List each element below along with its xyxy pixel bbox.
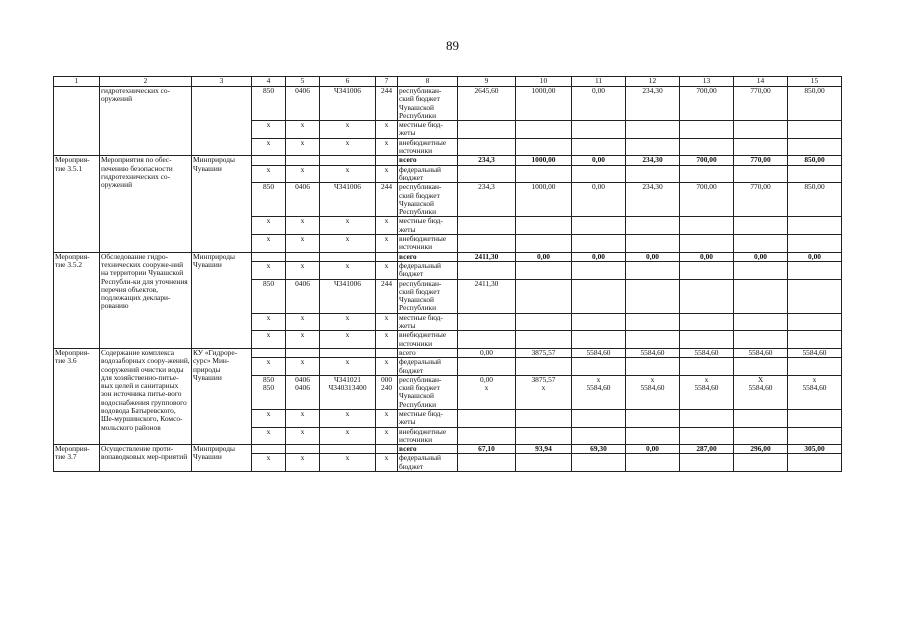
rzpr-code: x	[286, 427, 320, 445]
vr-code: x	[376, 217, 398, 235]
grbs-code: 850	[252, 279, 286, 313]
value-cell: 0,00	[626, 252, 680, 261]
csr-code: x	[320, 121, 376, 139]
csr-code: Ч341021 Ч340313400	[320, 375, 376, 409]
vr-code: x	[376, 165, 398, 183]
value-cell: 0,00	[626, 445, 680, 454]
vr-code: x	[376, 235, 398, 253]
measure-name-cell: Осуществление проти-вопаводковых мер-приятий	[100, 445, 192, 472]
value-cell: 850,00	[788, 87, 842, 121]
table-row	[54, 445, 842, 454]
source-label: республикан-ский бюджет Чувашской Республики	[398, 183, 458, 217]
vr-code: 000 240	[376, 375, 398, 409]
rzpr-code: x	[286, 235, 320, 253]
vr-code: x	[376, 409, 398, 427]
grbs-code: 850 850	[252, 375, 286, 409]
value-cell: 1000,00	[516, 183, 572, 217]
rzpr-code: x	[286, 165, 320, 183]
value-cell: 234,30	[626, 183, 680, 217]
vr-code: 244	[376, 183, 398, 217]
header-cell: 9	[458, 77, 516, 87]
source-label: всего	[398, 156, 458, 165]
value-cell: 0,00	[516, 252, 572, 261]
vr-code: x	[376, 454, 398, 472]
csr-code: x	[320, 261, 376, 279]
source-label: федеральный бюджет	[398, 454, 458, 472]
rzpr-code: x	[286, 138, 320, 156]
grbs-code: x	[252, 261, 286, 279]
header-cell: 12	[626, 77, 680, 87]
value-cell: x 5584,60	[626, 375, 680, 409]
grbs-code: x	[252, 358, 286, 376]
header-cell: 15	[788, 77, 842, 87]
rzpr-code: x	[286, 217, 320, 235]
csr-code: x	[320, 313, 376, 331]
rzpr-code: 0406 0406	[286, 375, 320, 409]
value-cell: 770,00	[734, 156, 788, 165]
executor-cell: Минприроды Чувашии	[192, 156, 252, 252]
value-cell: 3875,57	[516, 348, 572, 357]
grbs-code: x	[252, 138, 286, 156]
vr-code: 244	[376, 279, 398, 313]
header-cell: 14	[734, 77, 788, 87]
grbs-code: x	[252, 454, 286, 472]
executor-cell: Минприроды Чувашии	[192, 445, 252, 472]
header-cell: 1	[54, 77, 100, 87]
value-cell: 5584,60	[626, 348, 680, 357]
rzpr-code: x	[286, 313, 320, 331]
value-cell: 1000,00	[516, 156, 572, 165]
value-cell: 0,00	[572, 87, 626, 121]
value-cell: 0,00	[680, 252, 734, 261]
value-cell: X 5584,60	[734, 375, 788, 409]
value-cell: 5584,60	[680, 348, 734, 357]
value-cell: 0,00	[572, 252, 626, 261]
rzpr-code: x	[286, 121, 320, 139]
value-cell: 850,00	[788, 183, 842, 217]
value-cell: 67,10	[458, 445, 516, 454]
header-cell: 13	[680, 77, 734, 87]
source-label: местные бюд-жеты	[398, 409, 458, 427]
value-cell: 5584,60	[788, 348, 842, 357]
csr-code: x	[320, 235, 376, 253]
grbs-code: x	[252, 235, 286, 253]
header-cell: 5	[286, 77, 320, 87]
value-cell: 234,3	[458, 156, 516, 165]
grbs-code: x	[252, 331, 286, 349]
table-row	[54, 348, 842, 357]
source-label: внебюджетные источники	[398, 138, 458, 156]
value-cell: 1000,00	[516, 87, 572, 121]
value-cell: x 5584,60	[572, 375, 626, 409]
source-label: федеральный бюджет	[398, 261, 458, 279]
csr-code: x	[320, 331, 376, 349]
source-label: федеральный бюджет	[398, 165, 458, 183]
vr-code: x	[376, 313, 398, 331]
value-cell: 287,00	[680, 445, 734, 454]
grbs-code: 850	[252, 87, 286, 121]
header-cell: 6	[320, 77, 376, 87]
value-cell: 770,00	[734, 183, 788, 217]
measure-id-cell	[54, 87, 100, 156]
source-label: внебюджетные источники	[398, 331, 458, 349]
measure-id-cell: Мероприя-тие 3.5.2	[54, 252, 100, 348]
csr-code: Ч341006	[320, 183, 376, 217]
value-cell: 3875,57 x	[516, 375, 572, 409]
table-row	[54, 156, 842, 165]
source-label: республикан-ский бюджет Чувашской Республики	[398, 87, 458, 121]
value-cell: 234,30	[626, 156, 680, 165]
header-cell: 2	[100, 77, 192, 87]
csr-code: x	[320, 138, 376, 156]
rzpr-code: x	[286, 261, 320, 279]
header-cell: 4	[252, 77, 286, 87]
vr-code: x	[376, 331, 398, 349]
source-label: всего	[398, 445, 458, 454]
value-cell: 700,00	[680, 87, 734, 121]
source-label: федеральный бюджет	[398, 358, 458, 376]
header-cell: 8	[398, 77, 458, 87]
budget-table	[53, 76, 842, 472]
value-cell: 0,00	[458, 348, 516, 357]
header-cell: 11	[572, 77, 626, 87]
rzpr-code: x	[286, 454, 320, 472]
value-cell: 0,00	[734, 252, 788, 261]
value-cell: x 5584,60	[680, 375, 734, 409]
rzpr-code: x	[286, 409, 320, 427]
csr-code: x	[320, 427, 376, 445]
measure-name-cell: гидротехнических со-оружений	[100, 87, 192, 156]
value-cell: 2645,60	[458, 87, 516, 121]
grbs-code: x	[252, 121, 286, 139]
grbs-code: x	[252, 217, 286, 235]
csr-code: x	[320, 409, 376, 427]
source-label: внебюджетные источники	[398, 427, 458, 445]
source-label: республикан-ский бюджет Чувашской Республики	[398, 375, 458, 409]
rzpr-code: 0406	[286, 183, 320, 217]
vr-code: x	[376, 261, 398, 279]
measure-id-cell: Мероприя-тие 3.5.1	[54, 156, 100, 252]
vr-code: x	[376, 427, 398, 445]
header-cell: 10	[516, 77, 572, 87]
csr-code: x	[320, 358, 376, 376]
vr-code: x	[376, 138, 398, 156]
executor-cell	[192, 87, 252, 156]
header-cell: 3	[192, 77, 252, 87]
measure-id-cell: Мероприя-тие 3.6	[54, 348, 100, 444]
value-cell: 69,30	[572, 445, 626, 454]
grbs-code: 850	[252, 183, 286, 217]
table-row	[54, 87, 842, 121]
vr-code: 244	[376, 87, 398, 121]
value-cell: 234,30	[626, 87, 680, 121]
value-cell: x 5584,60	[788, 375, 842, 409]
value-cell: 770,00	[734, 87, 788, 121]
source-label: всего	[398, 348, 458, 357]
source-label: местные бюд-жеты	[398, 217, 458, 235]
value-cell: 234,3	[458, 183, 516, 217]
source-label: всего	[398, 252, 458, 261]
value-cell: 296,00	[734, 445, 788, 454]
measure-name-cell: Содержание комплекса водозаборных соору-жений, сооружений очистки воды для хозяйственно-питье-вых целей и санитарных зон источника питье-вого водоснабжения группового водовода Батыревского, Ше-муршинского, Комсо-мольского районов	[100, 348, 192, 444]
vr-code: x	[376, 358, 398, 376]
measure-id-cell: Мероприя-тие 3.7	[54, 445, 100, 472]
value-cell: 5584,60	[734, 348, 788, 357]
csr-code: Ч341006	[320, 279, 376, 313]
grbs-code: x	[252, 165, 286, 183]
table-row	[54, 252, 842, 261]
value-cell: 0,00	[788, 252, 842, 261]
source-label: внебюджетные источники	[398, 235, 458, 253]
header-cell: 7	[376, 77, 398, 87]
value-cell: 0,00	[572, 183, 626, 217]
value-cell: 700,00	[680, 183, 734, 217]
rzpr-code: x	[286, 358, 320, 376]
source-label: республикан-ский бюджет Чувашской Республики	[398, 279, 458, 313]
executor-cell: Минприроды Чувашии	[192, 252, 252, 348]
value-cell: 2411,30	[458, 279, 516, 313]
grbs-code: x	[252, 427, 286, 445]
grbs-code: x	[252, 313, 286, 331]
value-cell: 700,00	[680, 156, 734, 165]
measure-name-cell: Обследование гидро-технических сооруже-ний на территории Чувашской Республи-ки для уточнения перечня объектов, подлежащих деклари-рованию	[100, 252, 192, 348]
csr-code: x	[320, 165, 376, 183]
header-row	[54, 77, 842, 87]
value-cell: 93,94	[516, 445, 572, 454]
vr-code: x	[376, 121, 398, 139]
source-label: местные бюд-жеты	[398, 313, 458, 331]
value-cell: 2411,30	[458, 252, 516, 261]
csr-code: x	[320, 454, 376, 472]
rzpr-code: 0406	[286, 279, 320, 313]
executor-cell: КУ «Гидроре-сурс» Мин-природы Чувашии	[192, 348, 252, 444]
grbs-code: x	[252, 409, 286, 427]
page-number: 89	[446, 38, 459, 53]
rzpr-code: x	[286, 331, 320, 349]
csr-code: x	[320, 217, 376, 235]
value-cell: 305,00	[788, 445, 842, 454]
value-cell: 0,00 x	[458, 375, 516, 409]
csr-code: Ч341006	[320, 87, 376, 121]
measure-name-cell: Мероприятия по обес-печению безопасности гидротехнических со-оружений	[100, 156, 192, 252]
value-cell: 850,00	[788, 156, 842, 165]
value-cell: 0,00	[572, 156, 626, 165]
rzpr-code: 0406	[286, 87, 320, 121]
source-label: местные бюд-жеты	[398, 121, 458, 139]
value-cell: 5584,60	[572, 348, 626, 357]
